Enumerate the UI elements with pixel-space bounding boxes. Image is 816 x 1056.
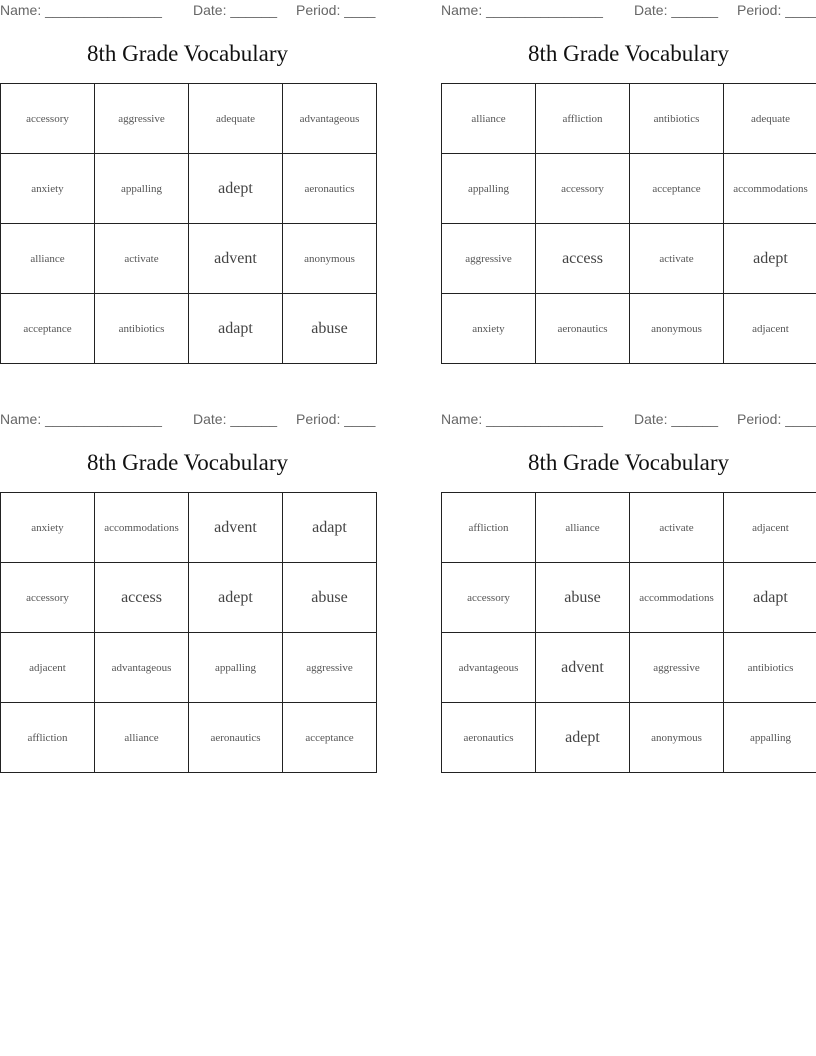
- bingo-cell: activate: [630, 493, 724, 563]
- bingo-cell: alliance: [442, 84, 536, 154]
- name-field-label: Name: _______________: [441, 411, 603, 427]
- bingo-cell: affliction: [1, 703, 95, 773]
- name-field-label: Name: _______________: [0, 2, 162, 18]
- bingo-cell: accommodations: [724, 154, 816, 224]
- bingo-cell: abuse: [283, 563, 377, 633]
- bingo-row: [442, 294, 816, 364]
- student-info-header: [441, 411, 816, 429]
- bingo-row: [442, 633, 816, 703]
- bingo-cell: aeronautics: [442, 703, 536, 773]
- period-field-label: Period: ____: [296, 2, 376, 18]
- bingo-row: [442, 84, 816, 154]
- bingo-cell: accommodations: [95, 493, 189, 563]
- name-field-label: Name: _______________: [441, 2, 603, 18]
- bingo-cell: activate: [95, 224, 189, 294]
- bingo-cell: antibiotics: [724, 633, 816, 703]
- bingo-cell: adequate: [724, 84, 816, 154]
- vocabulary-bingo-card: [0, 0, 375, 365]
- bingo-cell: accommodations: [630, 563, 724, 633]
- bingo-cell: accessory: [1, 563, 95, 633]
- bingo-cell: aeronautics: [536, 294, 630, 364]
- bingo-cell: aggressive: [630, 633, 724, 703]
- student-info-header: [441, 2, 816, 20]
- bingo-cell: access: [536, 224, 630, 294]
- bingo-cell: aeronautics: [283, 154, 377, 224]
- student-info-header: [0, 2, 375, 20]
- bingo-row: [442, 703, 816, 773]
- bingo-cell: antibiotics: [95, 294, 189, 364]
- bingo-cell: adequate: [189, 84, 283, 154]
- bingo-cell: adept: [724, 224, 816, 294]
- bingo-row: [1, 633, 377, 703]
- card-title: 8th Grade Vocabulary: [528, 450, 729, 475]
- bingo-cell: appalling: [442, 154, 536, 224]
- bingo-cell: alliance: [1, 224, 95, 294]
- bingo-cell: advent: [189, 493, 283, 563]
- date-field-label: Date: ______: [634, 411, 719, 427]
- bingo-row: [1, 703, 377, 773]
- bingo-row: [1, 563, 377, 633]
- bingo-grid: [0, 492, 377, 773]
- period-field-label: Period: ____: [737, 2, 816, 18]
- bingo-cell: appalling: [189, 633, 283, 703]
- period-field-label: Period: ____: [737, 411, 816, 427]
- bingo-cell: accessory: [536, 154, 630, 224]
- bingo-cell: advantageous: [442, 633, 536, 703]
- bingo-cell: appalling: [95, 154, 189, 224]
- bingo-cell: adapt: [189, 294, 283, 364]
- bingo-row: [442, 154, 816, 224]
- vocabulary-bingo-card: [0, 409, 375, 774]
- bingo-cell: anxiety: [1, 154, 95, 224]
- bingo-row: [1, 493, 377, 563]
- date-field-label: Date: ______: [193, 2, 278, 18]
- bingo-row: [1, 154, 377, 224]
- bingo-cell: aeronautics: [189, 703, 283, 773]
- bingo-cell: alliance: [95, 703, 189, 773]
- bingo-cell: activate: [630, 224, 724, 294]
- bingo-cell: alliance: [536, 493, 630, 563]
- bingo-cell: advent: [536, 633, 630, 703]
- bingo-cell: anonymous: [283, 224, 377, 294]
- bingo-cell: adept: [189, 154, 283, 224]
- bingo-cell: acceptance: [1, 294, 95, 364]
- bingo-cell: anxiety: [442, 294, 536, 364]
- card-title: 8th Grade Vocabulary: [87, 41, 288, 66]
- bingo-cell: aggressive: [283, 633, 377, 703]
- bingo-cell: accessory: [1, 84, 95, 154]
- bingo-cell: antibiotics: [630, 84, 724, 154]
- card-title: 8th Grade Vocabulary: [87, 450, 288, 475]
- bingo-cell: abuse: [536, 563, 630, 633]
- bingo-grid: [441, 492, 816, 773]
- bingo-cell: anxiety: [1, 493, 95, 563]
- bingo-cell: anonymous: [630, 703, 724, 773]
- bingo-row: [442, 493, 816, 563]
- bingo-cell: adept: [536, 703, 630, 773]
- bingo-cell: adjacent: [724, 493, 816, 563]
- period-field-label: Period: ____: [296, 411, 376, 427]
- bingo-row: [442, 224, 816, 294]
- bingo-cell: anonymous: [630, 294, 724, 364]
- bingo-cell: advantageous: [283, 84, 377, 154]
- bingo-cell: abuse: [283, 294, 377, 364]
- bingo-cell: aggressive: [442, 224, 536, 294]
- bingo-cell: adjacent: [1, 633, 95, 703]
- student-info-header: [0, 411, 375, 429]
- vocabulary-bingo-card: [441, 0, 816, 365]
- bingo-cell: appalling: [724, 703, 816, 773]
- bingo-cell: adjacent: [724, 294, 816, 364]
- bingo-grid: [441, 83, 816, 364]
- card-title: 8th Grade Vocabulary: [528, 41, 729, 66]
- bingo-cell: aggressive: [95, 84, 189, 154]
- vocabulary-bingo-card: [441, 409, 816, 774]
- bingo-cell: affliction: [536, 84, 630, 154]
- bingo-cell: advantageous: [95, 633, 189, 703]
- bingo-row: [1, 84, 377, 154]
- bingo-cell: affliction: [442, 493, 536, 563]
- bingo-row: [1, 294, 377, 364]
- bingo-cell: adapt: [283, 493, 377, 563]
- bingo-cell: acceptance: [630, 154, 724, 224]
- bingo-row: [1, 224, 377, 294]
- name-field-label: Name: _______________: [0, 411, 162, 427]
- bingo-grid: [0, 83, 377, 364]
- bingo-cell: advent: [189, 224, 283, 294]
- bingo-cell: accessory: [442, 563, 536, 633]
- bingo-cell: adapt: [724, 563, 816, 633]
- bingo-cell: access: [95, 563, 189, 633]
- date-field-label: Date: ______: [634, 2, 719, 18]
- bingo-cell: acceptance: [283, 703, 377, 773]
- bingo-cell: adept: [189, 563, 283, 633]
- bingo-row: [442, 563, 816, 633]
- date-field-label: Date: ______: [193, 411, 278, 427]
